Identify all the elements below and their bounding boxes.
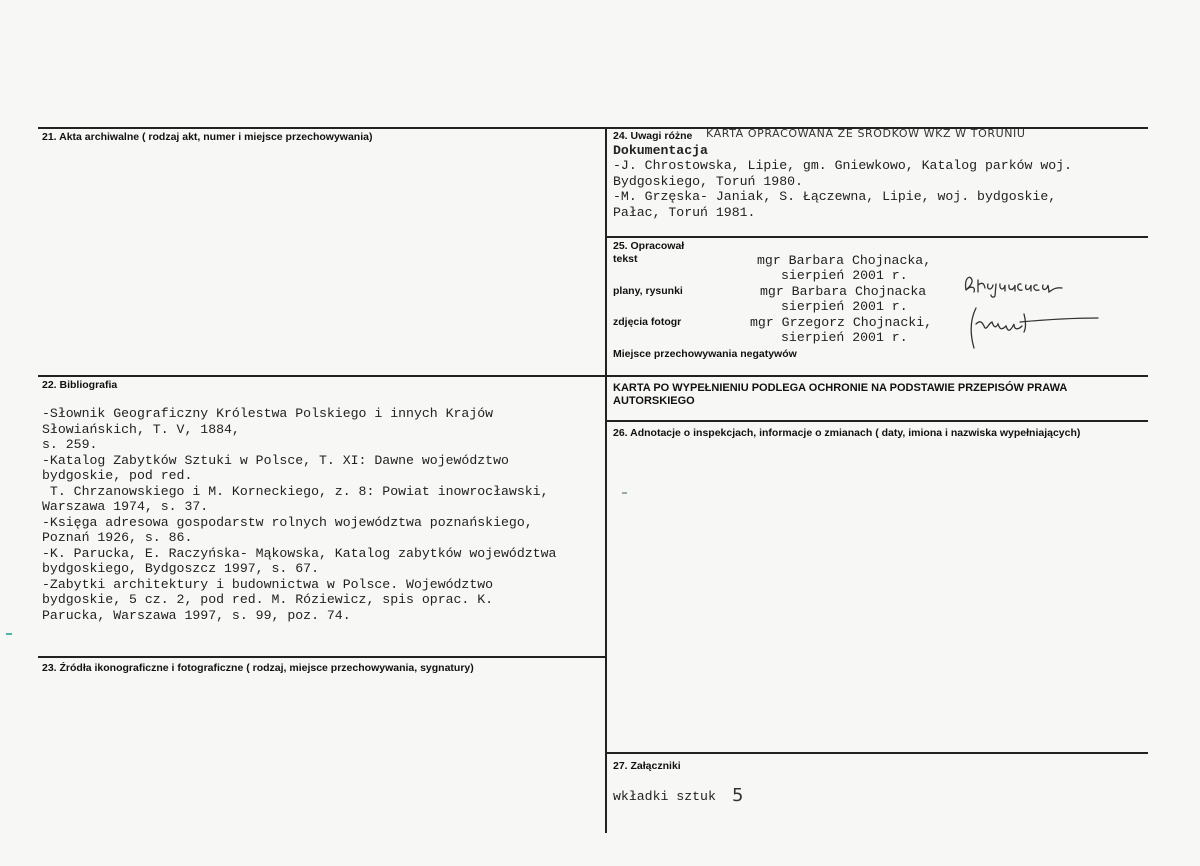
attachments-count: 5	[732, 785, 744, 806]
scan-mark	[622, 492, 627, 494]
divider-22-23	[38, 656, 606, 658]
section-27-title: 27. Załączniki	[613, 760, 681, 772]
divider-21-22	[38, 375, 606, 377]
tekst-author: mgr Barbara Chojnacka,	[757, 253, 932, 268]
text-line: -Słownik Geograficzny Królestwa Polskiego i innych Krajów	[42, 406, 494, 421]
tekst-date: sierpień 2001 r.	[781, 268, 908, 283]
signature-barbara	[960, 270, 1080, 300]
text-line: -Katalog Zabytków Sztuki w Polsce, T. XI: Dawne województwo	[42, 452, 509, 468]
text-line: Parucka, Warszawa 1997, s. 99, poz. 74.	[42, 607, 351, 623]
text-line: bydgoskie, 5 cz. 2, pod red. M. Róziewicz, spis oprac. K.	[42, 592, 494, 607]
section-21-title: 21. Akta archiwalne ( rodzaj akt, numer i miejsce przechowywania)	[42, 131, 373, 143]
signature-grzegorz	[962, 306, 1102, 350]
text-line: Słowiańskich, T. V, 1884,	[42, 421, 240, 437]
section-24-title: 24. Uwagi różne	[613, 130, 693, 142]
zdjecia-date: sierpień 2001 r.	[781, 330, 908, 345]
section-25-title: 25. Opracował	[613, 240, 685, 252]
attachments-label: wkładki sztuk	[613, 789, 716, 804]
negatives-label: Miejsce przechowywania negatywów	[613, 348, 797, 360]
tekst-label: tekst	[613, 253, 638, 265]
documentation-heading: Dokumentacja	[613, 143, 708, 158]
text-line: -Księga adresowa gospodarstw rolnych województwa poznańskiego,	[42, 514, 533, 530]
documentation-list	[613, 158, 1072, 220]
text-line: bydgoskie, pod red.	[42, 468, 193, 483]
plany-author: mgr Barbara Chojnacka	[760, 284, 927, 299]
text-line: -J. Chrostowska, Lipie, gm. Gniewkowo, Katalog parków woj.	[613, 158, 1072, 173]
scan-mark	[6, 633, 12, 635]
bibliography-list	[42, 406, 556, 623]
divider-26-27	[605, 752, 1148, 754]
zdjecia-label: zdjęcia fotogr	[613, 316, 682, 328]
zdjecia-author: mgr Grzegorz Chojnacki,	[750, 315, 933, 330]
text-line: -K. Parucka, E. Raczyńska- Mąkowska, Katalog zabytków województwa	[42, 545, 557, 561]
text-line: T. Chrzanowskiego i M. Korneckiego, z. 8: Powiat inowrocławski,	[42, 483, 549, 499]
text-line: bydgoskiego, Bydgoszcz 1997, s. 67.	[42, 561, 319, 576]
section-22-title: 22. Bibliografia	[42, 379, 118, 391]
divider-24-25	[605, 236, 1148, 238]
text-line: Warszawa 1974, s. 37.	[42, 499, 209, 514]
copyright-notice-line1: KARTA PO WYPEŁNIENIU PODLEGA OCHRONIE NA PODSTAWIE PRZEPISÓW PRAWA	[613, 382, 1068, 394]
plany-date: sierpień 2001 r.	[781, 299, 908, 314]
text-line: s. 259.	[42, 437, 98, 452]
center-divider	[605, 127, 607, 833]
divider-notice-26	[605, 420, 1148, 422]
text-line: Poznań 1926, s. 86.	[42, 530, 193, 545]
handwritten-note: KARTA OPRACOWANA ZE ŚRODKÓW WKZ W TORUNIU	[706, 127, 1026, 140]
text-line: Pałac, Toruń 1981.	[613, 204, 756, 220]
section-23-title: 23. Źródła ikonograficzne i fotograficzne ( rodzaj, miejsce przechowywania, sygnatury)	[42, 662, 474, 674]
section-26-title: 26. Adnotacje o inspekcjach, informacje o zmianach ( daty, imiona i nazwiska wypełniających)	[613, 427, 1081, 439]
plany-label: plany, rysunki	[613, 285, 683, 297]
text-line: -Zabytki architektury i budownictwa w Polsce. Województwo	[42, 576, 494, 592]
text-line: Bydgoskiego, Toruń 1980.	[613, 173, 803, 189]
copyright-notice-line2: AUTORSKIEGO	[613, 395, 695, 407]
divider-25-notice	[605, 375, 1148, 377]
text-line: -M. Grzęska- Janiak, S. Łączewna, Lipie, woj. bydgoskie,	[613, 189, 1057, 204]
